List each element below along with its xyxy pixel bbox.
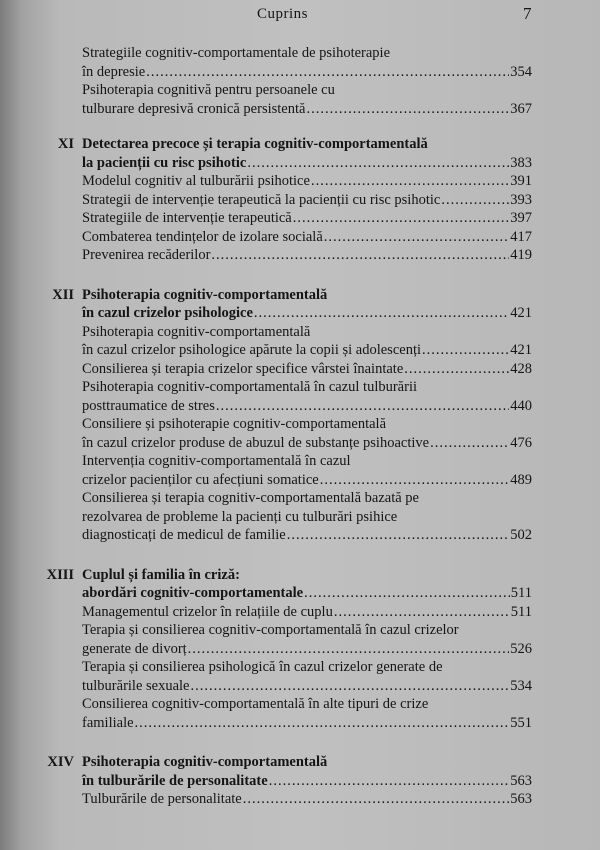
toc-line-text: familiale <box>82 714 134 731</box>
toc-section <box>0 566 600 733</box>
running-head: Cuprins <box>257 6 309 22</box>
toc-line-text: Prevenirea recăderilor <box>82 247 211 263</box>
toc-line <box>82 753 532 772</box>
toc-entry <box>82 360 532 379</box>
chapter-number: XIII <box>46 566 74 583</box>
chapter-number: XIV <box>47 754 74 770</box>
toc-line <box>82 100 532 119</box>
toc-line <box>82 434 532 453</box>
toc-section <box>0 135 600 265</box>
toc-line-text: Cuplul și familia în criză: <box>82 566 240 583</box>
toc-line-text: tulburările sexuale <box>82 677 190 694</box>
section-spacer <box>0 732 600 753</box>
page-number: 7 <box>523 4 532 23</box>
dot-leader <box>191 677 510 696</box>
toc-page-number: 511 <box>510 603 532 620</box>
toc-line <box>82 714 532 733</box>
toc-line-text: Managementul crizelor în relațiile de cuplu <box>82 603 333 620</box>
toc-line-text: la pacienții cu risc psihotic <box>82 154 247 171</box>
toc-line-text: Psihoterapia cognitiv-comportamentală în cazul tulburării <box>82 379 418 395</box>
toc-line <box>82 323 532 342</box>
toc-page-number: 551 <box>510 714 532 731</box>
toc-line-text: crizelor pacienților cu afecțiuni somatice <box>82 471 319 488</box>
dot-leader <box>311 172 509 191</box>
chapter-number: XII <box>52 286 74 303</box>
toc-entry <box>82 489 532 545</box>
toc-entry <box>82 228 532 247</box>
toc-entry <box>82 191 532 210</box>
toc-entry <box>82 378 532 415</box>
chapter-heading <box>82 753 532 790</box>
toc-line-text: Strategiile de intervenție terapeutică <box>82 210 292 226</box>
toc-entry <box>82 209 532 228</box>
toc-page-number: 397 <box>510 210 532 226</box>
toc-line-text: tulburare depresivă cronică persistentă <box>82 100 306 117</box>
toc-line <box>82 452 532 471</box>
chapter-heading <box>82 566 532 603</box>
toc-line-text: Psihoterapia cognitiv-comportamentală <box>82 323 311 340</box>
dot-leader <box>247 154 509 173</box>
dot-leader <box>188 640 510 659</box>
toc-line-text: posttraumatice de stres <box>82 397 215 414</box>
dot-leader <box>441 191 509 210</box>
toc-line-text: Consilierea cognitiv-comportamentală în alte tipuri de crize <box>82 696 429 712</box>
toc-line-text: Psihoterapia cognitivă pentru persoanele cu <box>82 82 335 98</box>
toc-line <box>82 172 532 191</box>
toc-section <box>0 286 600 545</box>
dot-leader <box>334 603 510 622</box>
toc-line <box>82 640 532 659</box>
toc-line <box>82 566 532 585</box>
toc-line <box>82 415 532 434</box>
toc-line-text: generate de divorț <box>82 640 187 657</box>
dot-leader <box>320 471 510 490</box>
toc-entry <box>82 452 532 489</box>
toc-page-number: 393 <box>510 191 532 208</box>
toc-entry <box>82 246 532 265</box>
toc-line-text: Consiliere și psihoterapie cognitiv-comportamentală <box>82 416 387 432</box>
toc-page-number: 511 <box>510 585 532 601</box>
toc-entry <box>82 658 532 695</box>
toc-line <box>82 209 532 228</box>
section-spacer <box>0 118 600 135</box>
section-spacer <box>0 265 600 286</box>
toc-page-number: 419 <box>510 247 532 263</box>
chapter-number: XI <box>57 136 74 152</box>
toc-line-text: în depresie <box>82 63 146 80</box>
toc-page-number: 417 <box>510 228 532 245</box>
toc-line <box>82 228 532 247</box>
toc-page-number: 421 <box>510 305 532 321</box>
toc-line <box>82 584 532 603</box>
toc-line <box>82 621 532 640</box>
toc-line <box>82 508 532 527</box>
toc-entry <box>82 621 532 658</box>
toc-line <box>82 154 532 173</box>
dot-leader <box>243 790 510 809</box>
toc-entry <box>82 415 532 452</box>
toc-line <box>82 397 532 416</box>
page-header <box>0 6 600 28</box>
toc-line <box>82 489 532 508</box>
toc-page-number: 526 <box>510 640 532 657</box>
toc-line-text: în cazul crizelor produse de abuzul de substanțe psihoactive <box>82 434 430 451</box>
toc-line-text: Consilierea și terapia cognitiv-comportamentală bazată pe <box>82 490 419 506</box>
toc-line <box>82 63 532 82</box>
toc-page-number: 563 <box>510 791 532 807</box>
dot-leader <box>146 63 509 82</box>
toc-line-text: Strategiile cognitiv-comportamentale de psihoterapie <box>82 45 391 61</box>
toc-line <box>82 471 532 490</box>
toc-line <box>82 603 532 622</box>
toc-line <box>82 81 532 100</box>
toc-line <box>82 695 532 714</box>
toc-line-text: Terapia și consilierea cognitiv-comportamentală în cazul crizelor <box>82 622 459 638</box>
toc-line <box>82 658 532 677</box>
toc-line <box>82 286 532 305</box>
dot-leader <box>404 360 509 379</box>
dot-leader <box>430 434 509 453</box>
toc-line-text: în cazul crizelor psihologice <box>82 305 253 321</box>
toc-line-text: Strategii de intervenție terapeutică la pacienții cu risc psihotic <box>82 191 441 208</box>
toc-line-text: diagnosticați de medicul de familie <box>82 527 286 543</box>
dot-leader <box>422 341 509 360</box>
dot-leader <box>269 772 510 791</box>
dot-leader <box>293 209 510 228</box>
toc-line-text: Psihoterapia cognitiv-comportamentală <box>82 286 328 303</box>
toc-entry <box>82 603 532 622</box>
dot-leader <box>306 100 509 119</box>
toc-line <box>82 790 532 809</box>
toc-section <box>0 753 600 809</box>
toc-page-number: 391 <box>510 173 532 189</box>
toc-page-number: 534 <box>510 677 532 694</box>
toc-line <box>82 191 532 210</box>
dot-leader <box>324 228 509 247</box>
chapter-heading <box>82 135 532 172</box>
toc-entry <box>82 695 532 732</box>
toc-line-text: în cazul crizelor psihologice apărute la copii și adolescenți <box>82 342 422 358</box>
dot-leader <box>135 714 510 733</box>
toc-line-text: Terapia și consilierea psihologică în cazul crizelor generate de <box>82 659 443 675</box>
toc-entry <box>82 81 532 118</box>
toc-page-number: 502 <box>510 527 532 543</box>
toc-page-number: 476 <box>510 434 532 451</box>
toc-page-number: 367 <box>510 100 532 117</box>
toc-page-number: 440 <box>510 397 532 414</box>
toc-line-text: Consilierea și terapia crizelor specifice vârstei înaintate <box>82 360 404 377</box>
toc-line-text: Detectarea precoce și terapia cognitiv-comportamentală <box>82 136 428 152</box>
toc-line <box>82 44 532 63</box>
toc-page-number: 354 <box>510 63 532 80</box>
section-spacer <box>0 545 600 566</box>
toc-line-text: Psihoterapia cognitiv-comportamentală <box>82 754 328 770</box>
toc-line <box>82 360 532 379</box>
dot-leader <box>254 304 509 323</box>
toc-page-number: 421 <box>510 342 532 358</box>
toc-line <box>82 341 532 360</box>
toc-line-text: abordări cognitiv-comportamentale <box>82 585 304 601</box>
toc-page-number: 563 <box>510 772 532 789</box>
toc-section <box>0 44 600 118</box>
toc-line-text: Modelul cognitiv al tulburării psihotice <box>82 173 310 189</box>
toc-line <box>82 772 532 791</box>
dot-leader <box>211 246 509 265</box>
toc-line <box>82 246 532 265</box>
toc-line <box>82 135 532 154</box>
toc-page-number: 383 <box>510 154 532 171</box>
toc-line <box>82 526 532 545</box>
toc-line-text: Combaterea tendințelor de izolare socială <box>82 228 323 245</box>
dot-leader <box>287 526 510 545</box>
toc-line-text: Tulburările de personalitate <box>82 791 242 807</box>
toc-page-number: 428 <box>510 360 532 377</box>
toc-line <box>82 304 532 323</box>
toc-line <box>82 677 532 696</box>
toc-line-text: Intervenția cognitiv-comportamentală în cazul <box>82 453 351 469</box>
chapter-heading <box>82 286 532 323</box>
dot-leader <box>304 584 510 603</box>
toc-page-number: 489 <box>510 471 532 488</box>
toc-entry <box>82 44 532 81</box>
toc-entry <box>82 172 532 191</box>
table-of-contents <box>0 44 600 809</box>
dot-leader <box>216 397 509 416</box>
toc-line <box>82 378 532 397</box>
toc-entry <box>82 323 532 360</box>
toc-line-text: în tulburările de personalitate <box>82 772 268 789</box>
toc-entry <box>82 790 532 809</box>
toc-line-text: rezolvarea de probleme la pacienți cu tulburări psihice <box>82 508 398 525</box>
